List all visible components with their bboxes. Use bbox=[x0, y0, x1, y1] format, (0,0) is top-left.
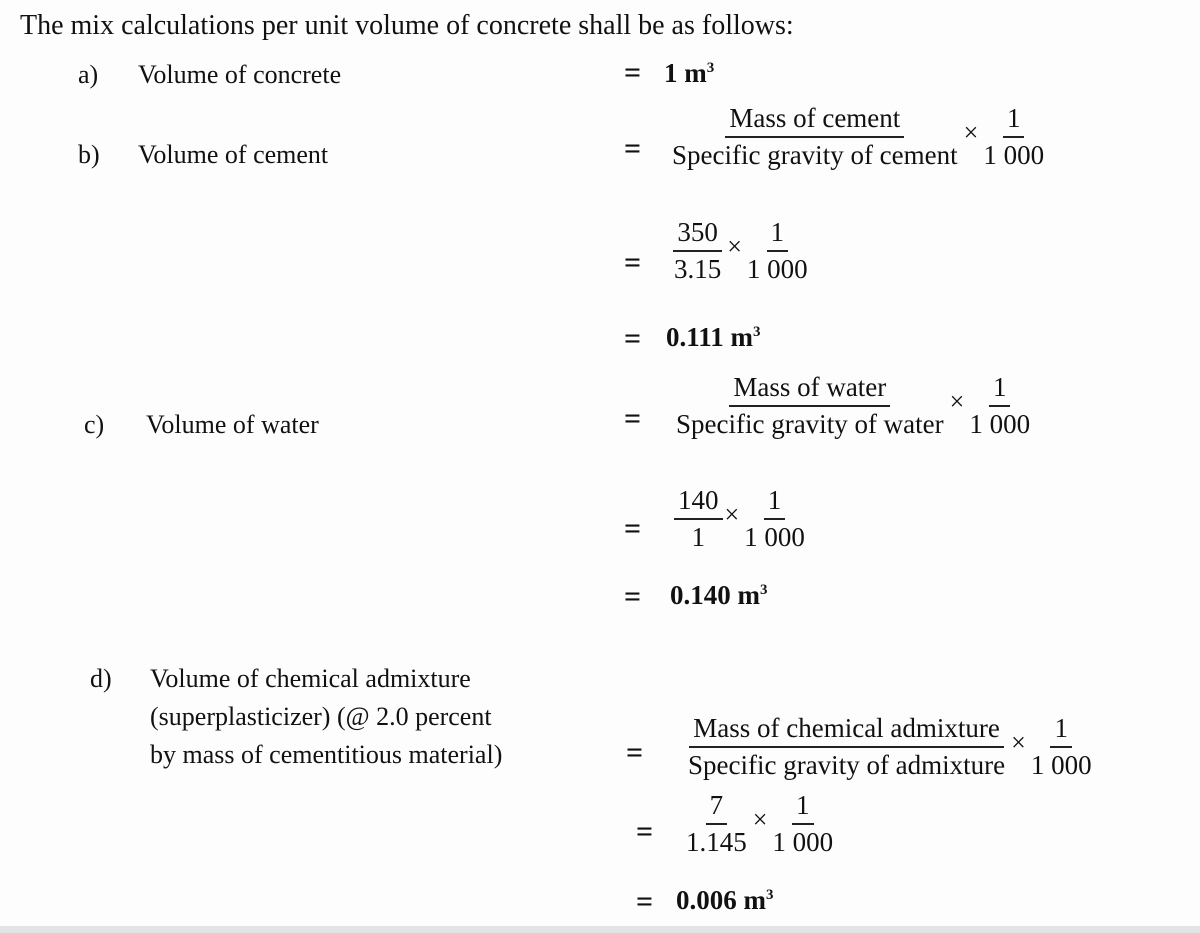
item-d-formula-numerator: Mass of chemical admixture bbox=[689, 713, 1004, 748]
item-b-subst-equals: = bbox=[624, 246, 642, 279]
item-d-formula-fraction bbox=[684, 713, 1009, 781]
item-c-subst-scale bbox=[740, 485, 809, 553]
item-b-result-exponent: 3 bbox=[753, 324, 761, 340]
item-c-subst-times: × bbox=[724, 500, 740, 529]
item-c-formula bbox=[672, 372, 1034, 440]
item-c-formula-scale-numerator: 1 bbox=[989, 372, 1011, 407]
item-d-subst-scale bbox=[768, 790, 837, 858]
item-d-subst-equals: = bbox=[636, 815, 654, 848]
bottom-border bbox=[0, 926, 1200, 933]
item-b-result-equals: = bbox=[624, 322, 642, 355]
item-b-subst-scale-denominator: 1 000 bbox=[746, 254, 808, 284]
intro-text: The mix calculations per unit volume of concrete shall be as follows: bbox=[20, 10, 794, 41]
item-c-formula-scale-denominator: 1 000 bbox=[969, 409, 1031, 439]
item-a-result-exponent: 3 bbox=[706, 60, 715, 76]
item-b-substitution bbox=[670, 217, 812, 285]
item-d-result bbox=[676, 885, 774, 916]
item-c-result-exponent: 3 bbox=[760, 582, 768, 598]
item-d-substitution bbox=[682, 790, 837, 858]
item-b-result bbox=[666, 322, 761, 353]
item-c-marker: c) bbox=[84, 410, 105, 439]
item-b-formula bbox=[668, 103, 1048, 171]
item-b-subst-fraction bbox=[670, 217, 725, 285]
item-d-formula-times: × bbox=[1011, 728, 1026, 757]
item-b-formula-scale bbox=[979, 103, 1048, 171]
item-c-subst-equals: = bbox=[624, 512, 642, 545]
item-c-equals: = bbox=[624, 402, 642, 435]
item-d-subst-scale-denominator: 1 000 bbox=[772, 827, 834, 857]
item-b-equals: = bbox=[624, 132, 642, 165]
item-b-formula-fraction bbox=[668, 103, 962, 171]
item-c-result bbox=[670, 580, 768, 611]
item-d-equals: = bbox=[626, 736, 644, 769]
item-c-result-value: 0.140 m bbox=[670, 580, 760, 610]
item-b-formula-times: × bbox=[963, 118, 979, 147]
item-c-result-equals: = bbox=[624, 580, 642, 613]
item-b-subst-scale bbox=[743, 217, 812, 285]
item-b-label: Volume of cement bbox=[138, 140, 329, 169]
item-c-substitution bbox=[674, 485, 809, 553]
item-d-formula-scale bbox=[1027, 713, 1096, 781]
item-b-formula-denominator: Specific gravity of cement bbox=[672, 140, 958, 170]
item-d-marker: d) bbox=[90, 664, 112, 693]
item-c-subst-fraction bbox=[674, 485, 723, 553]
item-d-subst-numerator: 7 bbox=[706, 790, 728, 825]
item-d-label-line2: (superplasticizer) (@ 2.0 percent bbox=[150, 702, 492, 731]
item-d-formula-scale-denominator: 1 000 bbox=[1030, 750, 1092, 780]
item-d-result-equals: = bbox=[636, 885, 654, 918]
item-c-formula-denominator: Specific gravity of water bbox=[676, 409, 944, 439]
item-d-formula-denominator: Specific gravity of admixture bbox=[688, 750, 1006, 780]
item-c-formula-scale bbox=[965, 372, 1034, 440]
item-c-subst-denominator: 1 bbox=[691, 522, 705, 552]
item-c-formula-numerator: Mass of water bbox=[729, 372, 890, 407]
item-c-formula-times: × bbox=[949, 387, 965, 416]
item-d-result-exponent: 3 bbox=[766, 887, 774, 903]
item-d-formula bbox=[684, 713, 1096, 781]
item-a-equals: = bbox=[624, 56, 642, 89]
item-d-subst-fraction bbox=[682, 790, 751, 858]
item-d-subst-times: × bbox=[752, 805, 768, 834]
item-a-result-value: 1 m bbox=[664, 58, 707, 88]
item-b-result-value: 0.111 m bbox=[666, 322, 754, 352]
item-a-marker: a) bbox=[78, 60, 99, 89]
item-c-subst-scale-denominator: 1 000 bbox=[744, 522, 805, 552]
item-c-subst-scale-numerator: 1 bbox=[764, 485, 786, 520]
item-b-subst-numerator: 350 bbox=[673, 217, 722, 252]
item-b-formula-numerator: Mass of cement bbox=[725, 103, 904, 138]
item-b-subst-times: × bbox=[727, 232, 742, 261]
item-b-marker: b) bbox=[78, 140, 100, 169]
item-d-result-value: 0.006 m bbox=[676, 885, 766, 915]
item-b-subst-denominator: 3.15 bbox=[674, 254, 722, 284]
item-d-label-line3: by mass of cementitious material) bbox=[150, 740, 503, 769]
item-d-subst-scale-numerator: 1 bbox=[792, 790, 814, 825]
item-c-label: Volume of water bbox=[146, 410, 319, 439]
item-b-formula-scale-denominator: 1 000 bbox=[983, 140, 1045, 170]
item-d-formula-scale-numerator: 1 bbox=[1050, 713, 1072, 748]
item-a-label: Volume of concrete bbox=[138, 60, 342, 89]
item-c-subst-numerator: 140 bbox=[674, 485, 723, 520]
item-a-result bbox=[664, 58, 714, 89]
item-b-subst-scale-numerator: 1 bbox=[767, 217, 789, 252]
item-c-formula-fraction bbox=[672, 372, 948, 440]
item-d-subst-denominator: 1.145 bbox=[686, 827, 747, 857]
item-d-label-line1: Volume of chemical admixture bbox=[150, 664, 471, 693]
item-b-formula-scale-numerator: 1 bbox=[1003, 103, 1025, 138]
